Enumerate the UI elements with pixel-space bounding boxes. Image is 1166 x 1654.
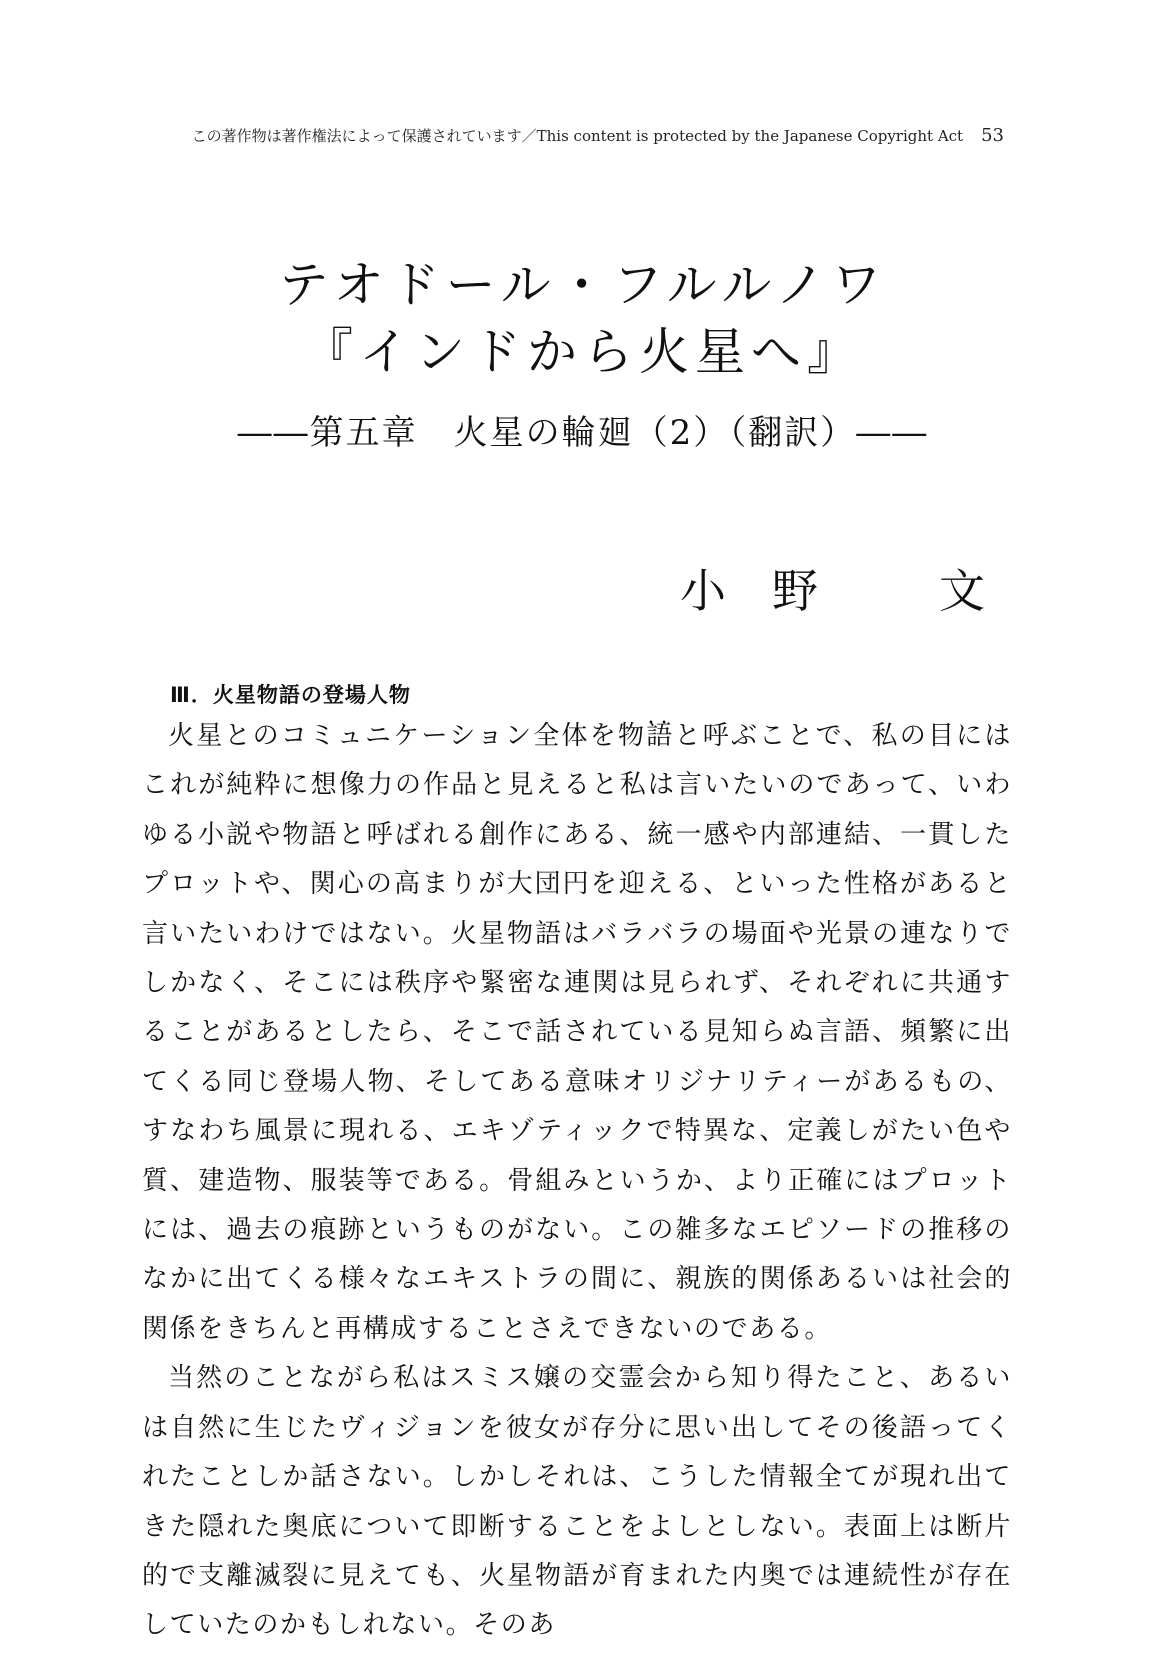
section-heading: Ⅲ．火星物語の登場人物 <box>170 683 411 707</box>
article-subtitle: ――第五章 火星の輪廻（2）（翻訳）―― <box>237 413 929 453</box>
article-title-line2: 『インドから火星へ』 <box>303 323 863 381</box>
copyright-notice: この著作物は著作権法によって保護されています／This content is protected by the Japanese Copyright Act <box>191 127 964 145</box>
article-title-line1: テオドール・フルルノワ <box>278 256 888 314</box>
paragraph-1 <box>142 712 1012 1354</box>
author-given-name: 文 <box>939 564 985 618</box>
paragraph-1-part-a: 火星とのコミュニケーション全体を <box>168 721 619 751</box>
paragraph-2: 当然のことながら私はスミス嬢の交霊会から知り得たこと、あるいは自然に生じたヴィジョンを彼女が存分に思い出してその後語ってくれたことしか話さない。しかしそれは、こうした情報全てが現れ出てきた隠れた奥底について即断することをよしとしない。表面上は断片的で支離滅裂に見えても、火星物語が育まれた内奥では連続性が存在していたのかもしれない。そのあ <box>142 1363 1012 1641</box>
page-number: 53 <box>981 125 1004 146</box>
running-header <box>192 125 1004 146</box>
emphasized-word: • • 物語 <box>618 721 674 751</box>
author-name <box>680 555 985 621</box>
author-family-name: 小 野 <box>680 564 818 618</box>
paragraph-1-part-b: と呼ぶことで、私の目にはこれが純粋に想像力の作品と見えると私は言いたいのであって、いわゆる小説や物語と呼ばれる創作にある、統一感や内部連結、一貫したプロットや、関心の高まりが大団円を迎える、といった性格があると言いたいわけではない。火星物語はバラバラの場面や光景の連なりでしかなく、そこには秩序や緊密な連関は見られず、それぞれに共通することがあるとしたら、そこで話されている見知らぬ言語、頻繁に出てくる同じ登場人物、そしてある意味オリジナリティーがあるもの、すなわち風景に現れる、エキゾティックで特異な、定義しがたい色や質、建造物、服装等である。骨組みというか、より正確にはプロットには、過去の痕跡というものがない。この雑多なエピソードの推移のなかに出てくる様々なエキストラの間に、親族的関係あるいは社会的関係をきちんと再構成することさえできないのである。 <box>142 721 1013 1344</box>
body-text <box>142 712 1012 1651</box>
